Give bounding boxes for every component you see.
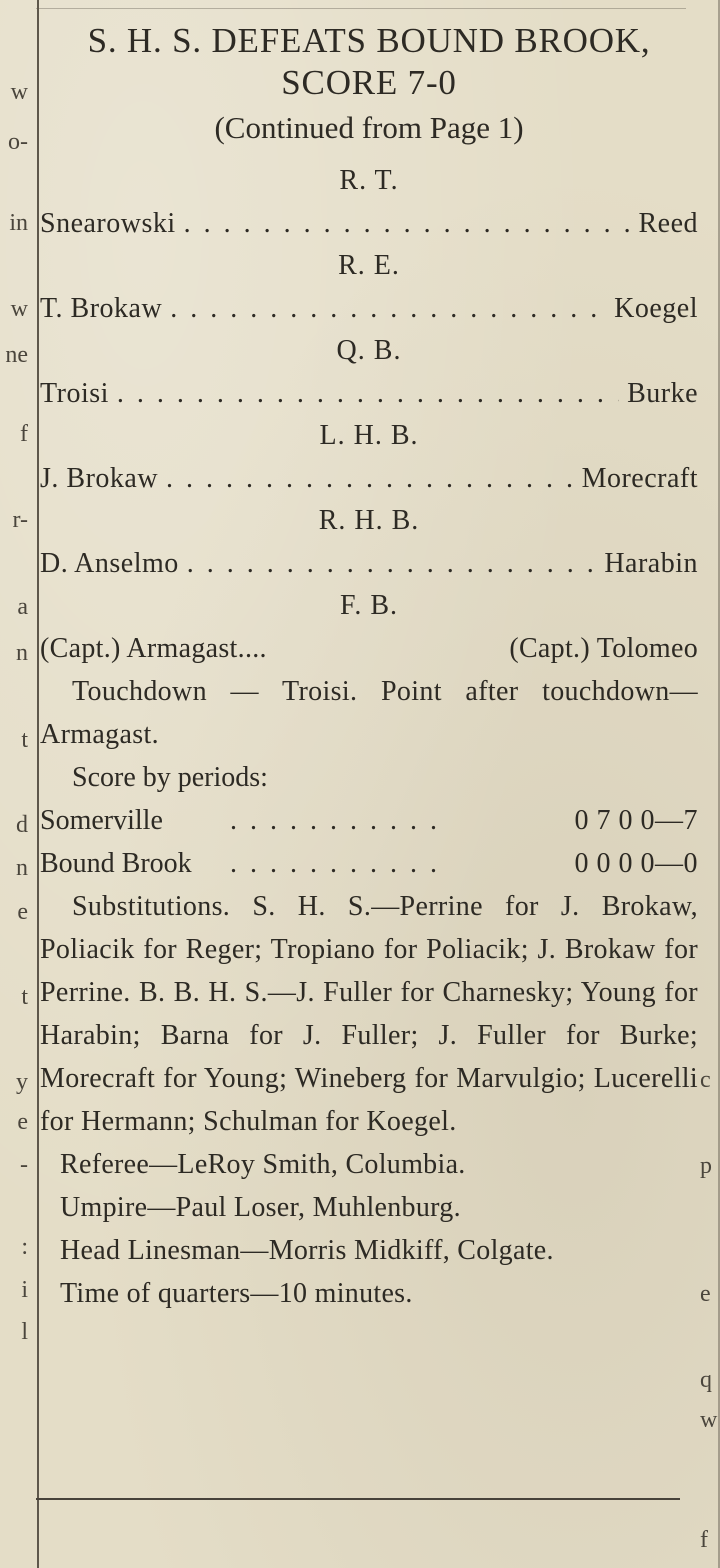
left-fragment: o-	[8, 130, 28, 154]
lineup-row	[40, 287, 698, 330]
head-linesman-line: Head Linesman—Morris Midkiff, Colgate.	[60, 1235, 554, 1266]
bound-brook-player: Reed	[638, 208, 698, 239]
somerville-player: T. Brokaw	[40, 293, 163, 324]
score-title: Score by periods:	[72, 762, 268, 793]
left-fragment: n	[16, 856, 28, 880]
right-fragment: p	[700, 1154, 712, 1178]
lineup-section	[40, 160, 698, 670]
top-column-rule	[36, 8, 686, 9]
leader-dots	[117, 372, 619, 415]
right-fragment: w	[700, 1408, 718, 1432]
substitutions-paragraph: Substitutions. S. H. S.—Perrine for J. Brokaw, Poliacik for Reger; Tropiano for Poliacik; J. Brokaw for Perrine. B. B. H. S.—J. Fuller for Charnesky; Young for Harabin; Barna for J. Fuller; J. Fuller for Burke; Morecraft for Young; Wineberg for Marvulgio; Lucerelli for Hermann; Schulman for Koegel.	[40, 891, 698, 1137]
period-scores: 0 7 0 0—7	[574, 805, 698, 836]
left-fragment: t	[21, 985, 28, 1009]
left-fragment: e	[17, 1110, 28, 1134]
article-header	[40, 20, 698, 148]
left-fragment: d	[16, 813, 28, 837]
score-row-bound-brook	[40, 842, 698, 885]
continued-note: (Continued from Page 1)	[214, 110, 524, 145]
football-article	[40, 20, 698, 1315]
lineup-row	[40, 372, 698, 415]
score-by-periods	[40, 756, 698, 885]
lineup-row	[40, 542, 698, 585]
lineup-row	[40, 202, 698, 245]
left-fragment: l	[21, 1320, 28, 1344]
bound-brook-captain: (Capt.) Tolomeo	[509, 633, 698, 664]
left-fragment: f	[20, 422, 28, 446]
bound-brook-player: Morecraft	[581, 463, 698, 494]
left-fragment: w	[10, 80, 28, 104]
left-fragment: ne	[5, 343, 28, 367]
score-row-somerville	[40, 799, 698, 842]
somerville-player: J. Brokaw	[40, 463, 159, 494]
right-fragment: q	[700, 1368, 712, 1392]
left-fragment: -	[20, 1153, 28, 1177]
position-label: F. B.	[339, 590, 398, 621]
team-name: Bound Brook	[40, 848, 192, 879]
captain-lineup-row	[40, 627, 698, 670]
position-label: R. T.	[339, 165, 399, 196]
somerville-captain: (Capt.) Armagast....	[40, 633, 267, 664]
lineup-row	[40, 457, 698, 500]
leader-dots	[187, 542, 597, 585]
leader-dots	[166, 457, 574, 500]
left-fragment: in	[9, 211, 28, 235]
leader-dots	[230, 799, 450, 842]
article-end-rule	[36, 1498, 680, 1500]
officials-section	[40, 1143, 698, 1315]
position-label: Q. B.	[336, 335, 402, 366]
leader-dots	[184, 202, 631, 245]
touchdown-summary: Touchdown — Troisi. Point after touchdown—Armagast.	[40, 676, 698, 750]
quarter-time-line: Time of quarters—10 minutes.	[60, 1278, 413, 1309]
left-fragment: i	[21, 1278, 28, 1302]
bound-brook-player: Burke	[627, 378, 698, 409]
position-label: R. H. B.	[318, 505, 420, 536]
referee-line: Referee—LeRoy Smith, Columbia.	[60, 1149, 466, 1180]
position-label: R. E.	[338, 250, 400, 281]
headline-line-2: SCORE 7-0	[281, 63, 457, 102]
left-fragment: r-	[12, 508, 28, 532]
umpire-line: Umpire—Paul Loser, Muhlenburg.	[60, 1192, 461, 1223]
somerville-player: D. Anselmo	[40, 548, 179, 579]
left-fragment: w	[10, 297, 28, 321]
leader-dots	[170, 287, 606, 330]
position-label: L. H. B.	[319, 420, 419, 451]
leader-dots	[230, 842, 450, 885]
headline-line-1: S. H. S. DEFEATS BOUND BROOK,	[87, 21, 651, 60]
somerville-player: Snearowski	[40, 208, 176, 239]
left-fragment: :	[21, 1235, 28, 1259]
right-fragment: f	[700, 1528, 708, 1552]
left-fragment: e	[17, 900, 28, 924]
period-scores: 0 0 0 0—0	[574, 848, 698, 879]
bound-brook-player: Koegel	[614, 293, 698, 324]
left-fragment: t	[21, 728, 28, 752]
right-fragment: c	[700, 1068, 711, 1092]
team-name: Somerville	[40, 805, 163, 836]
left-fragment: n	[16, 641, 28, 665]
somerville-player: Troisi	[40, 378, 109, 409]
left-column-rule	[37, 0, 39, 1568]
right-fragment: e	[700, 1282, 711, 1306]
left-fragment: y	[16, 1070, 28, 1094]
bound-brook-player: Harabin	[604, 548, 698, 579]
right-neighbor-column-fragments	[700, 0, 720, 1568]
left-neighbor-column-fragments	[0, 0, 28, 1568]
left-fragment: a	[17, 595, 28, 619]
